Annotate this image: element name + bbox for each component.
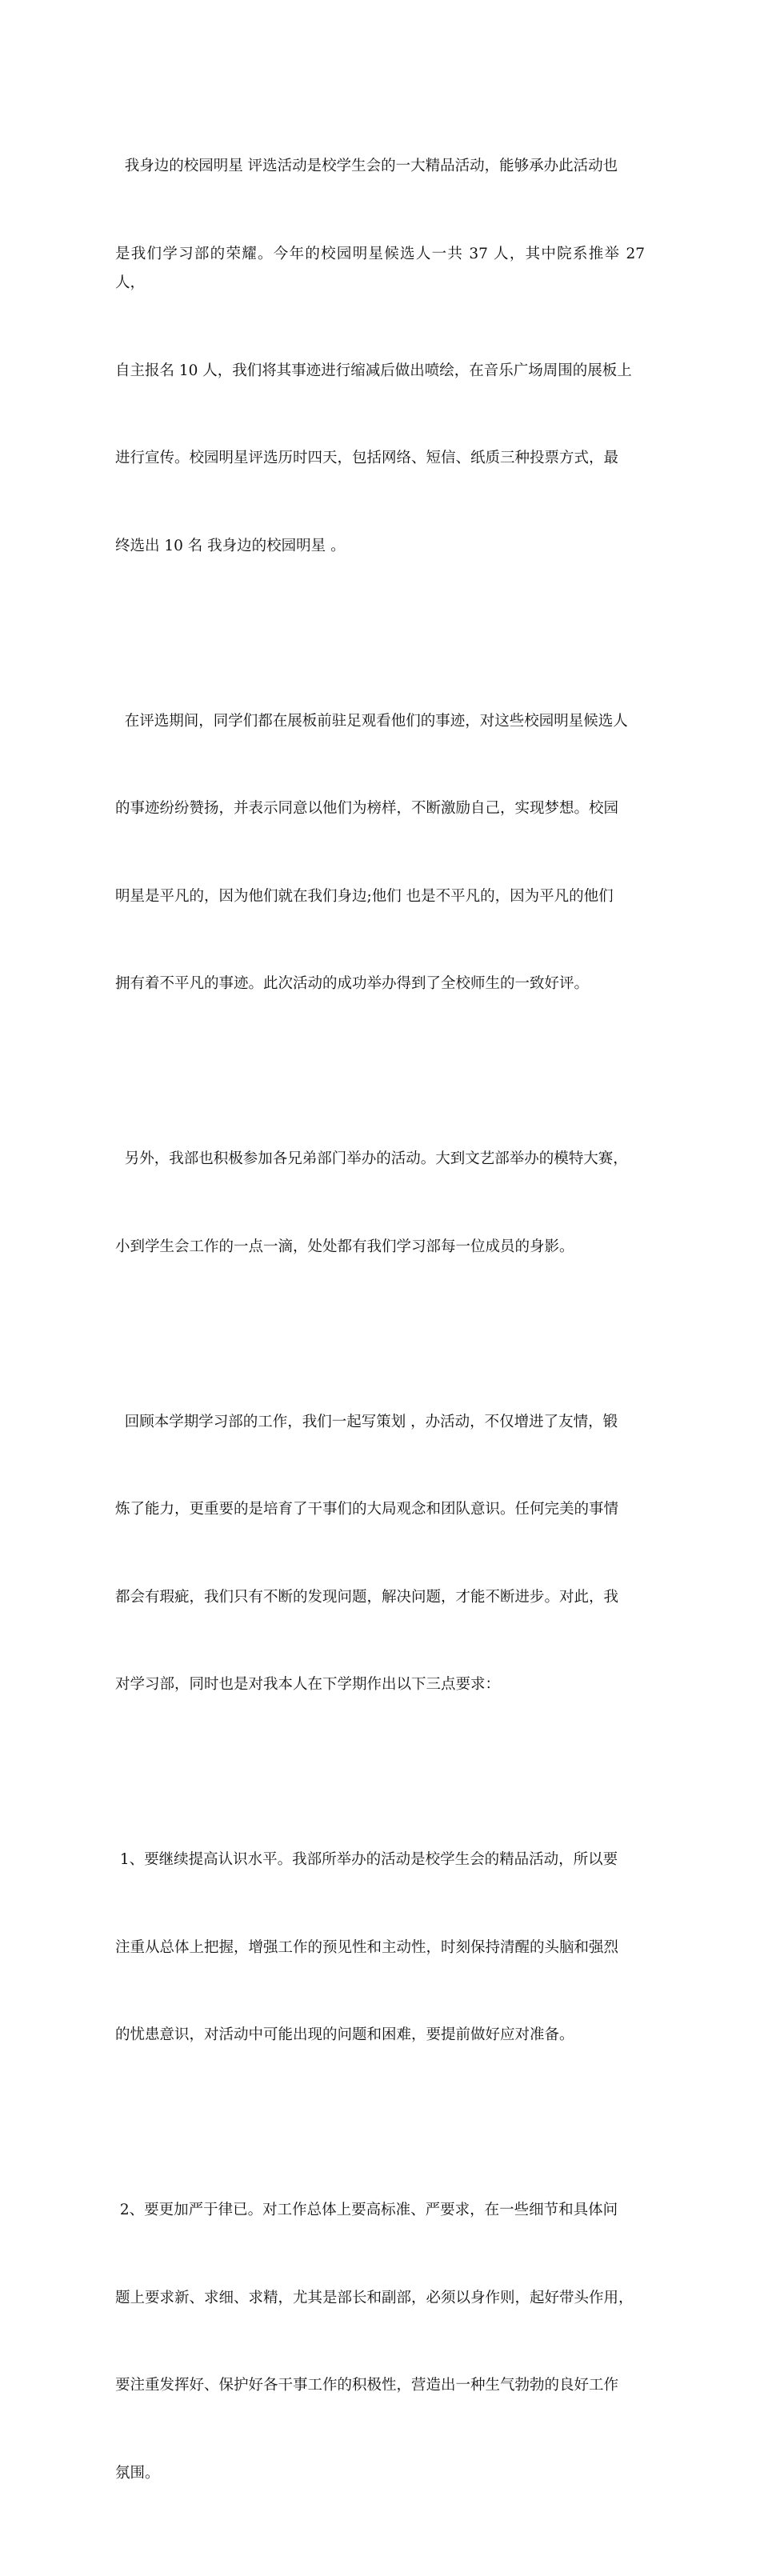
paragraph-requirement-1: [115, 1787, 645, 2109]
text-line: 的忧患意识，对活动中可能出现的问题和困难，要提前做好应对准备。: [115, 2026, 574, 2043]
text-line: 都会有瑕疵，我们只有不断的发现问题，解决问题，才能不断进步。对此，我: [115, 1588, 619, 1606]
document-body: [115, 94, 650, 2576]
text-line: 终选出 10 名 我身边的校园明星 。: [115, 537, 346, 554]
text-line: 要注重发挥好、保护好各干事工作的积极性，营造出一种生气勃勃的良好工作: [115, 2377, 619, 2394]
paragraph-other-departments: [115, 1086, 645, 1320]
text-line: 小到学生会工作的一点一滴，处处都有我们学习部每一位成员的身影。: [115, 1238, 574, 1255]
paragraph-requirement-2: [115, 2138, 645, 2546]
text-line: 炼了能力，更重要的是培育了干事们的大局观念和团队意识。任何完美的事情: [115, 1501, 619, 1518]
text-line: 在评选期间，同学们都在展板前驻足观看他们的事迹，对这些校园明星候选人: [115, 712, 628, 730]
text-line: 拥有着不平凡的事迹。此次活动的成功举办得到了全校师生的一致好评。: [115, 975, 590, 992]
text-line: 进行宣传。校园明星评选历时四天，包括网络、短信、纸质三种投票方式，最: [115, 450, 619, 466]
text-line: 题上要求新、求细、求精，尤其是部长和副部，必须以身作则，起好带头作用，: [115, 2289, 634, 2306]
paragraph-campus-star-activity: [115, 94, 650, 619]
text-line: 我身边的校园明星 评选活动是校学生会的一大精品活动，能够承办此活动也: [115, 158, 618, 174]
text-line: 是我们学习部的荣耀。今年的校园明星候选人一共 37 人，其中院系推举 27 人，: [115, 245, 650, 291]
text-line: 回顾本学期学习部的工作，我们一起写策划 ，办活动，不仅增进了友情，锻: [115, 1413, 618, 1430]
text-line: 自主报名 10 人，我们将其事迹进行缩减后做出喷绘，在音乐广场周围的展板上: [115, 362, 632, 379]
text-line: 氛围。: [115, 2464, 160, 2482]
paragraph-semester-review: [115, 1350, 645, 1758]
text-line: 注重从总体上把握，增强工作的预见性和主动性，时刻保持清醒的头脑和强烈: [115, 1938, 619, 1956]
text-line: 另外，我部也积极参加各兄弟部门举办的活动。大到文艺部举办的模特大赛，: [115, 1150, 628, 1167]
text-line: 2、要更加严于律已。对工作总体上要高标准、严要求，在一些细节和具体问: [115, 2202, 618, 2218]
text-line: 1、要继续提高认识水平。我部所举办的活动是校学生会的精品活动，所以要: [115, 1851, 618, 1868]
paragraph-selection-period: [115, 649, 645, 1058]
text-line: 对学习部，同时也是对我本人在下学期作出以下三点要求：: [115, 1676, 501, 1693]
text-line: 的事迹纷纷赞扬，并表示同意以他们为榜样，不断激励自己，实现梦想。校园: [115, 800, 619, 817]
text-line: 明星是平凡的，因为他们就在我们身边;他们 也是不平凡的，因为平凡的他们: [115, 887, 614, 905]
